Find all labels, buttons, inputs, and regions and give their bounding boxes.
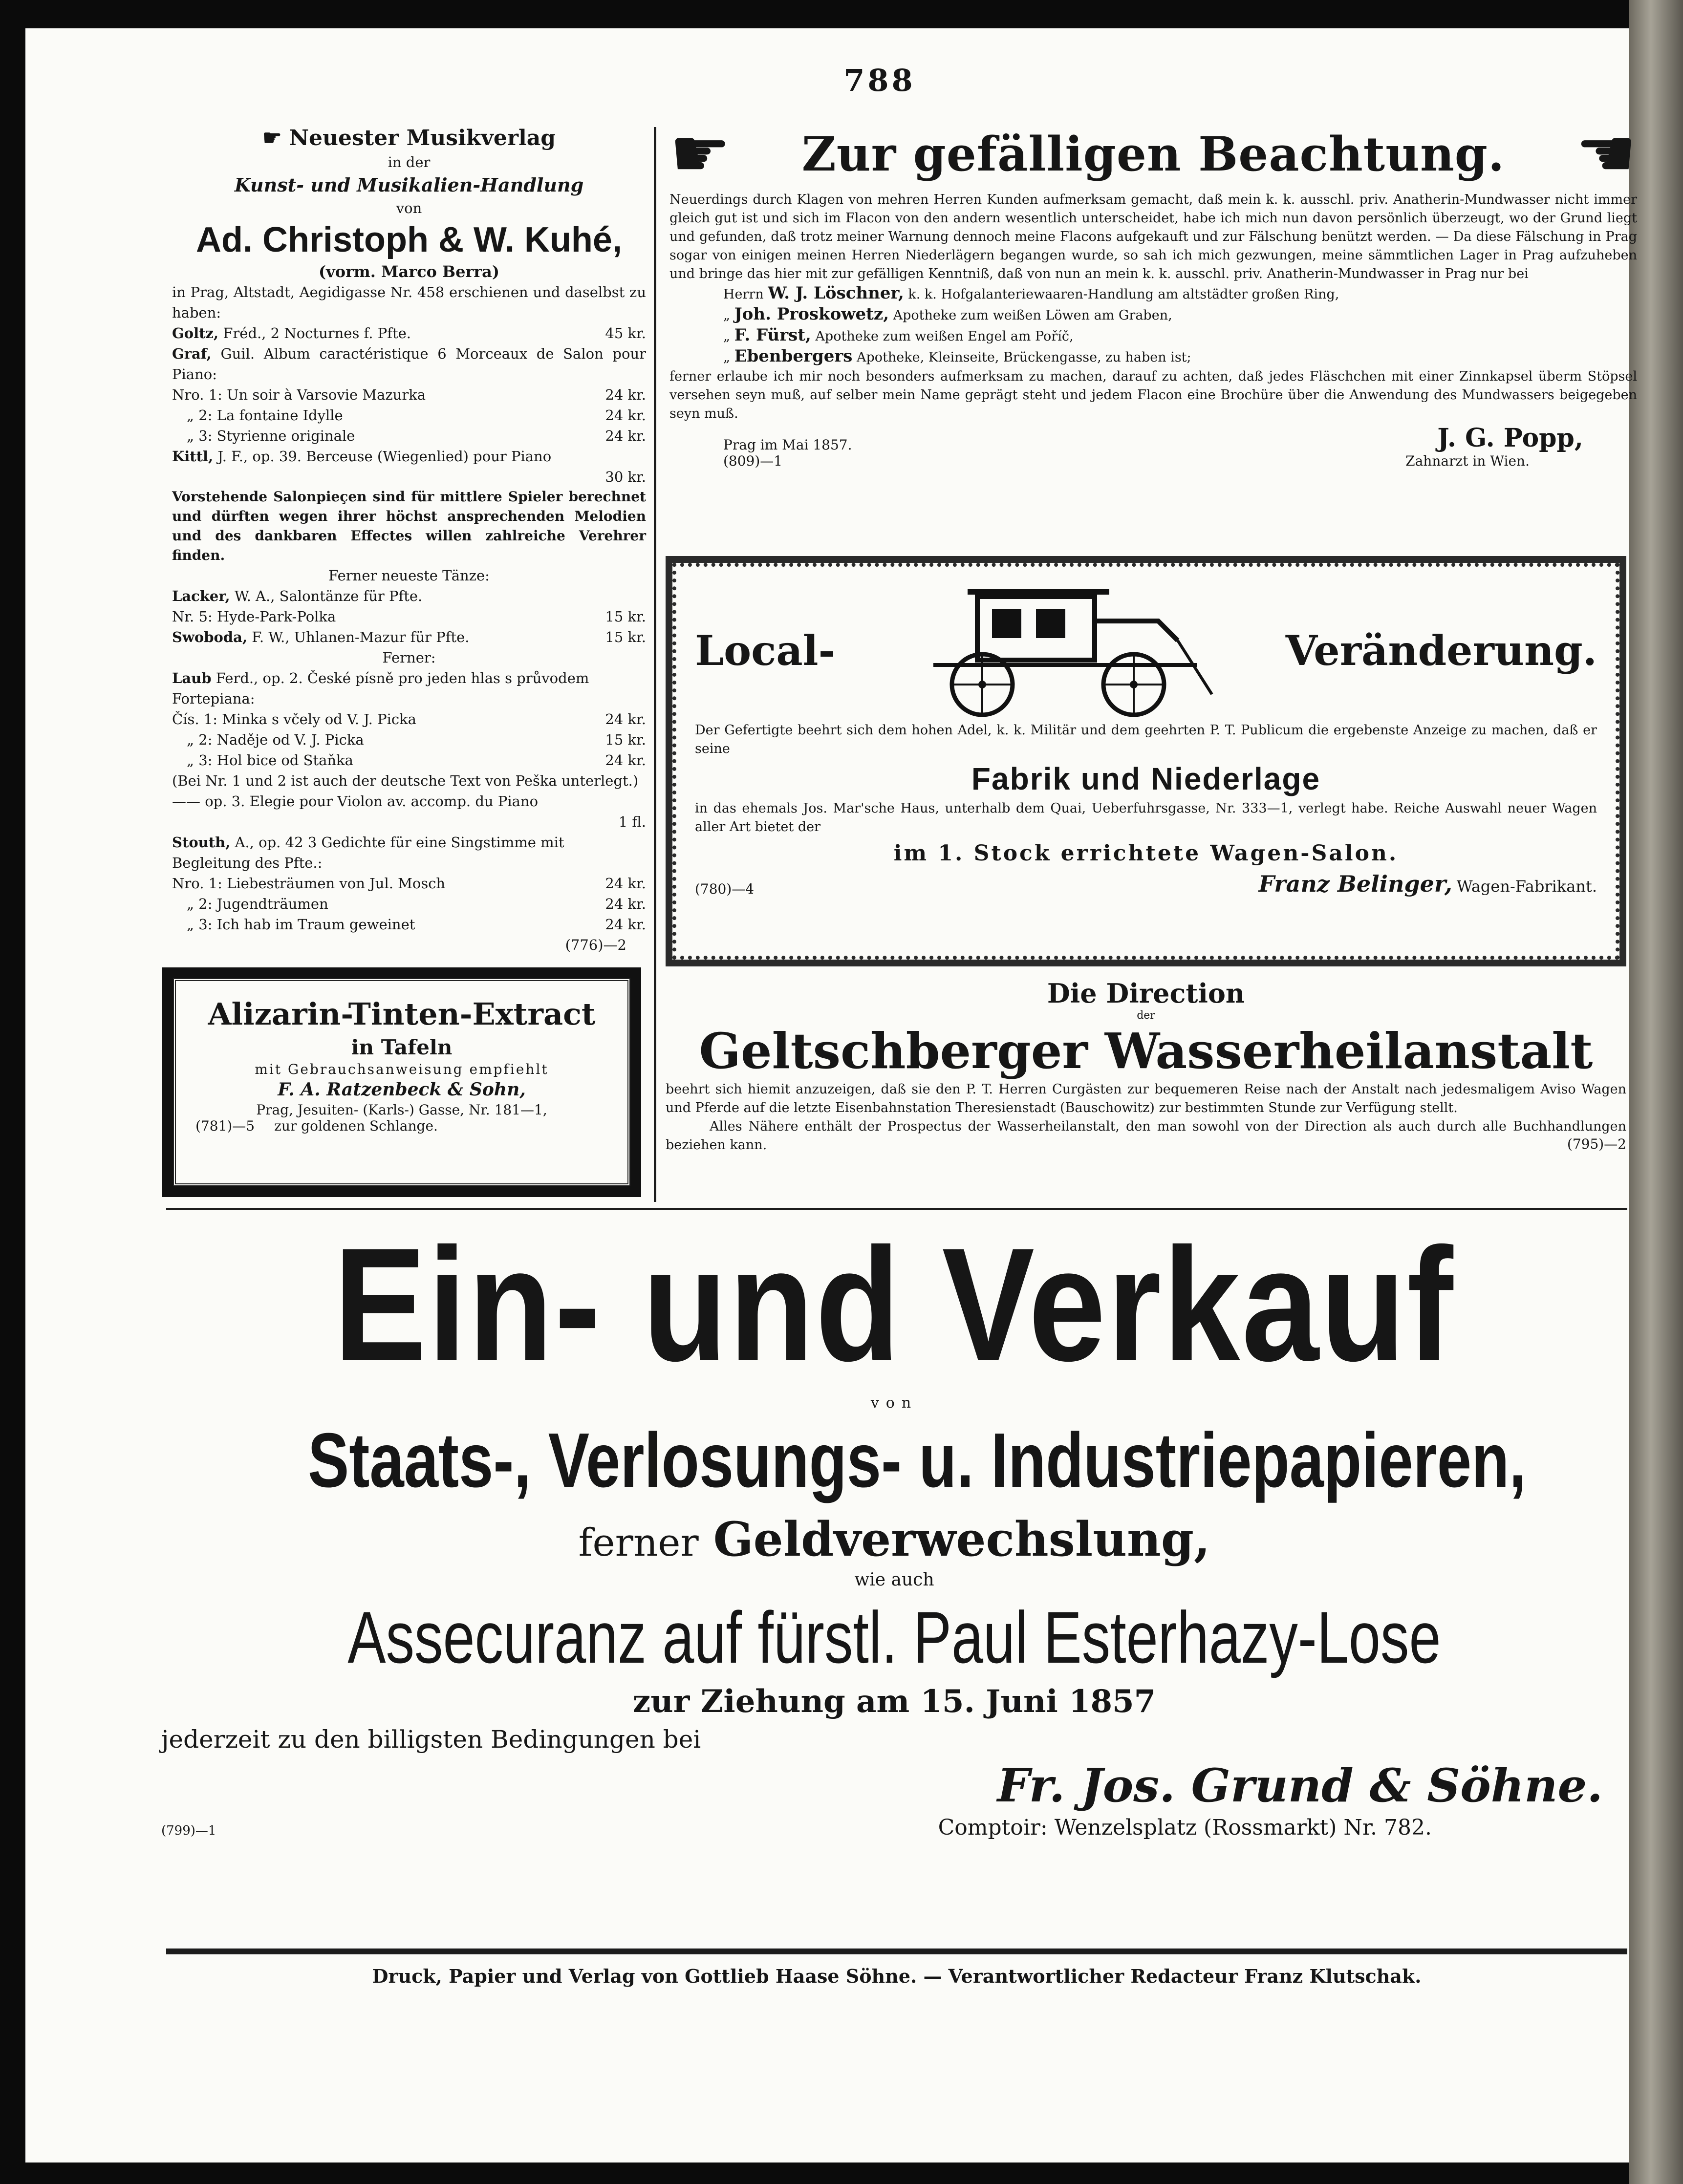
grund-geld: Geldverwechslung, xyxy=(713,1512,1210,1567)
list-item: Herrn W. J. Löschner, k. k. Hofgalanteriewaaren-Handlung am altstädter großen Ring, xyxy=(723,283,1339,303)
musik-shop: Kunst- und Musikalien-Handlung xyxy=(234,174,584,196)
list-item: Nro. 1: Liebesträumen von Jul. Mosch 24 kr. xyxy=(172,875,646,892)
grund-von: von xyxy=(870,1394,918,1412)
musik-ferner: Ferner: xyxy=(382,649,436,666)
alizarin-title: Alizarin-Tinten-Extract xyxy=(208,996,596,1032)
belinger-body1: Der Gefertigte beehrt sich dem hohen Adel, k. k. Militär und dem geehrten P. T. Publicum die ergebenste Anzeige zu machen, daß er seine xyxy=(695,723,1597,756)
list-item: „ Ebenbergers Apotheke, Kleinseite, Brückengasse, zu haben ist; xyxy=(723,346,1191,366)
grund-ziehung: zur Ziehung am 15. Juni 1857 xyxy=(632,1683,1156,1720)
list-item: „ F. Fürst, Apotheke zum weißen Engel am Poříč, xyxy=(723,325,1074,345)
musik-in-der: in der xyxy=(388,154,431,171)
list-item: „ 2: La fontaine Idylle 24 kr. xyxy=(187,407,646,424)
grund-assec: Assecuranz auf fürstl. Paul Esterhazy-Lose xyxy=(347,1596,1441,1678)
grund-firm: Fr. Jos. Grund & Söhne. xyxy=(997,1759,1603,1813)
belinger-title-left: Local- xyxy=(695,626,836,675)
geltschberg-body: beehrt sich hiemit anzuzeigen, daß sie den P. T. Herren Curgästen zur bequemeren Reise nach der Anstalt nach jedesmaligem Aviso Wagen und Pferde auf die letzte Eisenbahnstation Theresienstadt (Bauschowitz) zur bestimmten Stunde zur Verfügung stellt. xyxy=(666,1082,1626,1115)
grund-ad xyxy=(161,1214,1627,1840)
alizarin-ad xyxy=(162,967,641,1197)
alizarin-sub: in Tafeln xyxy=(351,1035,453,1059)
footer-divider xyxy=(166,1948,1627,1954)
belinger-ad xyxy=(666,556,1626,966)
musik-firm: Ad. Christoph & W. Kuhé, xyxy=(196,220,622,259)
popp-body2: ferner erlaube ich mir noch besonders aufmerksam zu machen, darauf zu achten, daß jedes Fläschchen mit einer Zinnkapsel überm Stöpsel versehen seyn muß, auf selber mein Name geprägt steht und jedem Flacon eine Brochüre über die Anwendung des Mundwassers beigegeben seyn muß. xyxy=(669,369,1637,421)
footer-imprint: Druck, Papier und Verlag von Gottlieb Haase Söhne. — Verantwortlicher Redacteur Franz Klutschak. xyxy=(372,1965,1422,1987)
grund-headline: Ein- und Verkauf xyxy=(333,1214,1455,1394)
list-item: Goltz, Fréd., 2 Nocturnes f. Pfte. 45 kr. xyxy=(172,325,646,342)
alizarin-address: Prag, Jesuiten- (Karls-) Gasse, Nr. 181—1, xyxy=(256,1102,547,1118)
musik-ref: (776)—2 xyxy=(565,937,626,953)
geltschberg-title: Geltschberger Wasserheilanstalt xyxy=(699,1022,1593,1080)
list-item: Nro. 1: Un soir à Varsovie Mazurka 24 kr. xyxy=(172,386,646,403)
alizarin-line: mit Gebrauchsanweisung empfiehlt xyxy=(255,1061,549,1077)
popp-role: Zahnarzt in Wien. xyxy=(1405,453,1530,469)
grund-ref: (799)—1 xyxy=(161,1823,216,1838)
list-item: Lacker, W. A., Salontänze für Pfte. xyxy=(172,588,423,604)
popp-body: Neuerdings durch Klagen von mehren Herren Kunden aufmerksam gemacht, daß mein k. k. ausschl. priv. Anatherin-Mundwasser nicht immer gleich gut ist und sich im Flacon von den andern wesentlich unterscheidet, habe ich mich nun davon persönlich überzeugt, wo der Grund liegt und gefunden, daß trotz meiner Warnung dennoch meine Flacons aufgekauft und zur Fälschung benützt werden. — Da diese Fälschung in Prag sogar von einigen meinen Herren Niederlägern begangen wurde, so sah ich mich gezwungen, meine sämmtlichen Lager in Prag aufzuheben und bringe das hier mit zur gefälligen Kenntniß, daß von nun an mein k. k. ausschl. priv. Anatherin-Mundwasser in Prag nur bei xyxy=(669,192,1637,281)
list-item: 30 kr. xyxy=(605,469,646,485)
list-item: „ 2: Jugendträumen 24 kr. xyxy=(187,896,646,912)
grund-wie-auch: wie auch xyxy=(854,1570,934,1590)
grund-jederzeit: jederzeit zu den billigsten Bedingungen bei xyxy=(161,1725,701,1754)
grund-ferner: ferner xyxy=(578,1521,699,1565)
geltschberg-ref: (795)—2 xyxy=(1567,1136,1626,1152)
page-number: 788 xyxy=(843,63,916,98)
musik-formerly: (vorm. Marco Berra) xyxy=(318,262,500,281)
column-divider xyxy=(654,127,656,1202)
alizarin-firm: F. A. Ratzenbeck & Sohn, xyxy=(278,1079,526,1100)
pointing-hand-icon: ☛ xyxy=(1575,114,1637,193)
pointing-hand-icon: ☛ xyxy=(669,114,731,193)
alizarin-ref: (781)—5 xyxy=(195,1118,255,1134)
musik-location: in Prag, Altstadt, Aegidigasse Nr. 458 erschienen und daselbst zu haben: xyxy=(172,284,646,321)
musik-von: von xyxy=(396,200,422,216)
belinger-fabrik: Fabrik und Niederlage xyxy=(971,761,1321,796)
list-item: Nr. 5: Hyde-Park-Polka 15 kr. xyxy=(172,608,646,625)
popp-title: Zur gefälligen Beachtung. xyxy=(801,126,1505,182)
list-item: Graf, Guil. Album caractéristique 6 Morceaux de Salon pour Piano: xyxy=(172,345,646,383)
list-item: „ 2: Naděje od V. J. Picka 15 kr. xyxy=(187,731,646,748)
musik-elegie: —— op. 3. Elegie pour Violon av. accomp. du Piano xyxy=(172,793,539,810)
list-item: „ 3: Hol bice od Staňka 24 kr. xyxy=(187,752,646,769)
geltschberg-ad xyxy=(666,977,1626,1152)
list-item: Stouth, A., op. 42 3 Gedichte für eine Singstimme mit Begleitung des Pfte.: xyxy=(172,834,564,871)
belinger-salon: im 1. Stock errichtete Wagen-Salon. xyxy=(893,841,1399,866)
belinger-ref: (780)—4 xyxy=(695,881,755,897)
belinger-body2: in das ehemals Jos. Mar'sche Haus, unterhalb dem Quai, Ueberfuhrsgasse, Nr. 333—1, verlegt habe. Reiche Auswahl neuer Wagen aller Art bietet der xyxy=(695,801,1597,835)
carriage-icon xyxy=(904,582,1217,719)
grund-comptoir: Comptoir: Wenzelsplatz (Rossmarkt) Nr. 782. xyxy=(938,1815,1432,1840)
list-item: Čís. 1: Minka s včely od V. J. Picka 24 kr. xyxy=(172,711,646,728)
section-divider xyxy=(166,1208,1627,1210)
popp-ref: (809)—1 xyxy=(723,453,783,469)
list-item: „ 3: Styrienne originale 24 kr. xyxy=(187,428,646,444)
list-item: Kittl, J. F., op. 39. Berceuse (Wiegenlied) pour Piano xyxy=(172,448,552,465)
list-item: „ 3: Ich hab im Traum geweinet 24 kr. xyxy=(187,916,646,933)
belinger-name: Franz Belinger, xyxy=(1258,871,1452,897)
book-spine xyxy=(1629,0,1683,2184)
belinger-title-right: Veränderung. xyxy=(1285,626,1597,675)
grund-line2: Staats-, Verlosungs- u. Industriepapieren, xyxy=(308,1417,1527,1503)
musik-laub-note: (Bei Nr. 1 und 2 ist auch der deutsche Text von Peška unterlegt.) xyxy=(172,772,639,789)
musik-headline: Neuester Musikverlag xyxy=(289,126,556,150)
geltschberg-der: der xyxy=(1137,1009,1155,1022)
geltschberg-body2: Alles Nähere enthält der Prospectus der Wasserheilanstalt, den man sowohl von der Direction als auch durch alle Buchhandlungen beziehen kann. xyxy=(666,1119,1626,1153)
alizarin-sign: zur goldenen Schlange. xyxy=(274,1118,438,1134)
musik-ferner-dances: Ferner neueste Tänze: xyxy=(328,567,490,584)
popp-name: J. G. Popp, xyxy=(1437,423,1583,453)
list-item: Laub Ferd., op. 2. České písně pro jeden hlas s průvodem Fortepiana: xyxy=(172,670,589,707)
popp-ad xyxy=(669,114,1637,469)
pointing-hand-icon: ☛ xyxy=(262,126,282,150)
list-item: „ Joh. Proskowetz, Apotheke zum weißen Löwen am Graben, xyxy=(723,304,1172,324)
belinger-role: Wagen-Fabrikant. xyxy=(1456,877,1597,896)
musikverlag-ad xyxy=(172,125,646,955)
musik-note: Vorstehende Salonpieçen sind für mittlere Spieler berechnet und dürften wegen ihrer höchst ansprechenden Melodien und des dankbaren Effectes willen zahlreiche Verehrer finden. xyxy=(172,489,646,563)
list-item: 1 fl. xyxy=(618,814,646,830)
geltschberg-die: Die Direction xyxy=(1047,978,1245,1009)
list-item: Swoboda, F. W., Uhlanen-Mazur für Pfte. 15 kr. xyxy=(172,629,646,645)
popp-place: Prag im Mai 1857. xyxy=(723,437,852,453)
